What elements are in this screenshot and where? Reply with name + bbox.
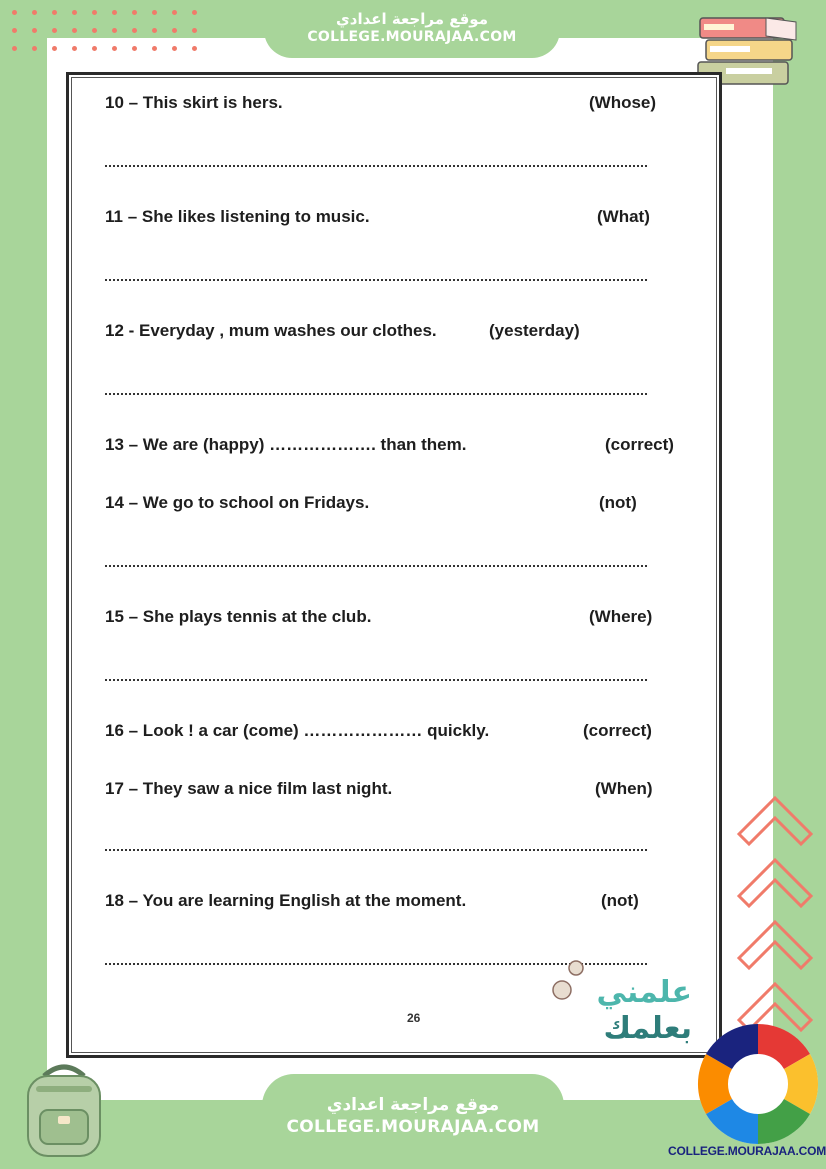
question-text: 12 - Everyday , mum washes our clothes. xyxy=(105,321,437,340)
question-10 xyxy=(105,93,695,121)
chevron-up-icon xyxy=(735,852,815,912)
site-url[interactable]: COLLEGE.MOURAJAA.COM xyxy=(307,29,517,45)
answer-line[interactable] xyxy=(105,161,647,167)
site-footer xyxy=(262,1074,564,1154)
question-text: 14 – We go to school on Fridays. xyxy=(105,493,370,512)
question-11 xyxy=(105,207,695,235)
footer-url[interactable]: COLLEGE.MOURAJAA.COM xyxy=(286,1117,540,1137)
question-18 xyxy=(105,891,695,919)
question-hint: (Whose) xyxy=(589,93,657,112)
question-hint: (What) xyxy=(597,207,650,226)
question-text: 17 – They saw a nice film last night. xyxy=(105,779,393,798)
question-text: 16 – Look ! a car (come) ………………… quickly. xyxy=(105,721,490,740)
question-14 xyxy=(105,493,695,521)
question-text: 18 – You are learning English at the moment. xyxy=(105,891,467,910)
subjects-wheel-icon xyxy=(696,1022,820,1146)
question-17 xyxy=(105,779,695,807)
answer-line[interactable] xyxy=(105,389,647,395)
question-13 xyxy=(105,435,695,463)
site-arabic-name: موقع مراجعة اعدادي xyxy=(336,10,488,28)
question-hint: (not) xyxy=(601,891,639,910)
question-hint: (When) xyxy=(595,779,653,798)
answer-line[interactable] xyxy=(105,675,647,681)
chevron-up-icon xyxy=(735,914,815,974)
answer-line[interactable] xyxy=(105,561,647,567)
question-12 xyxy=(105,321,695,349)
question-hint: (correct) xyxy=(605,435,674,454)
chevron-up-icon xyxy=(735,790,815,850)
page-number: 26 xyxy=(407,1011,421,1025)
question-hint: (yesterday) xyxy=(489,321,580,340)
footer-arabic-name: موقع مراجعة اعدادي xyxy=(326,1095,500,1115)
question-hint: (Where) xyxy=(589,607,653,626)
site-header xyxy=(264,2,560,58)
badge-url[interactable]: COLLEGE.MOURAJAA.COM xyxy=(668,1144,826,1158)
backpack-icon xyxy=(14,1058,114,1158)
logo-line1: علمني xyxy=(596,975,692,1010)
question-text: 10 – This skirt is hers. xyxy=(105,93,283,112)
question-hint: (correct) xyxy=(583,721,652,740)
question-text: 11 – She likes listening to music. xyxy=(105,207,370,226)
question-text: 15 – She plays tennis at the club. xyxy=(105,607,372,626)
worksheet xyxy=(66,72,722,1058)
logo-line2: بعلمك xyxy=(603,1011,692,1044)
decorative-dots xyxy=(4,4,204,54)
question-hint: (not) xyxy=(599,493,637,512)
question-16 xyxy=(105,721,695,749)
site-logo xyxy=(546,944,696,1044)
question-15 xyxy=(105,607,695,635)
answer-line[interactable] xyxy=(105,275,647,281)
question-text: 13 – We are (happy) ………………. than them. xyxy=(105,435,467,454)
answer-line[interactable] xyxy=(105,845,647,851)
